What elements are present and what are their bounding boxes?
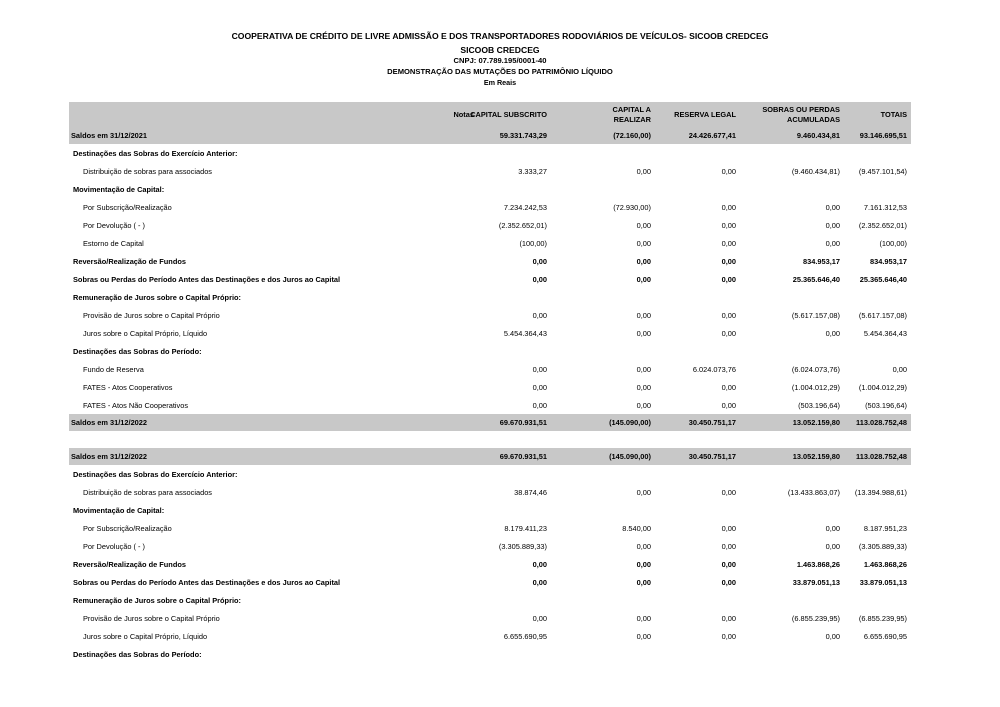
cell-sobras: 0,00 (825, 238, 840, 248)
cell-capital-realizar: 0,00 (636, 328, 651, 338)
row-label: Juros sobre o Capital Próprio, Líquido (83, 328, 208, 338)
table-row (69, 537, 911, 555)
cell-sobras: 13.052.159,80 (792, 452, 840, 461)
col-capital-realizar (551, 102, 651, 127)
cell-sobras: 9.460.434,81 (796, 131, 840, 140)
row-label: Fundo de Reserva (83, 364, 144, 374)
section-heading-row (69, 501, 911, 519)
section-heading-row (69, 180, 911, 198)
cell-reserva-legal: 30.450.751,17 (688, 452, 736, 461)
col-sobras-l1: SOBRAS OU PERDAS (762, 104, 840, 114)
cell-totais: 834.953,17 (870, 256, 907, 266)
cell-capital-realizar: (72.160,00) (613, 131, 651, 140)
cell-totais: 0,00 (892, 364, 907, 374)
cell-totais: (503.196,64) (865, 400, 907, 410)
cell-capital-subscrito: 0,00 (532, 400, 547, 410)
section-heading-row (69, 144, 911, 162)
section-heading-row (69, 342, 911, 360)
cell-capital-realizar: 0,00 (636, 487, 651, 497)
cell-capital-subscrito: (2.352.652,01) (498, 220, 547, 230)
cell-capital-subscrito: 0,00 (532, 310, 547, 320)
cell-totais: 113.028.752,48 (856, 418, 907, 427)
section-heading-row (69, 591, 911, 609)
cell-capital-subscrito: 59.331.743,29 (499, 131, 547, 140)
row-label: Por Devolução ( - ) (83, 220, 146, 230)
section-heading-row (69, 288, 911, 306)
row-label: Saldos em 31/12/2021 (71, 131, 148, 140)
cell-capital-subscrito: 3.333,27 (518, 166, 547, 176)
row-label: Movimentação de Capital: (73, 184, 165, 194)
table-row (69, 216, 911, 234)
cell-sobras: 0,00 (825, 220, 840, 230)
cell-sobras: 25.365.646,40 (792, 274, 840, 284)
cell-capital-subscrito: 0,00 (532, 364, 547, 374)
cell-reserva-legal: 0,00 (721, 256, 736, 266)
cell-capital-realizar: 0,00 (636, 559, 651, 569)
row-label: Reversão/Realização de Fundos (73, 559, 186, 569)
cell-capital-subscrito: (3.305.889,33) (498, 541, 547, 551)
table-row (69, 483, 911, 501)
cell-capital-realizar: 0,00 (636, 274, 651, 284)
cell-sobras: (503.196,64) (798, 400, 840, 410)
cell-capital-realizar: (72.930,00) (613, 202, 651, 212)
col-capital-subscrito: CAPITAL SUBSCRITO (470, 109, 547, 119)
table-row (69, 252, 911, 270)
cell-reserva-legal: 0,00 (721, 166, 736, 176)
cell-totais: 113.028.752,48 (856, 452, 907, 461)
table-row (69, 555, 911, 573)
cell-reserva-legal: 0,00 (721, 310, 736, 320)
row-label: Saldos em 31/12/2022 (71, 418, 148, 427)
column-header-row (69, 102, 911, 127)
col-reserva-legal: RESERVA LEGAL (674, 109, 736, 119)
cell-capital-subscrito: 5.454.364,43 (503, 328, 547, 338)
cell-capital-realizar: 0,00 (636, 364, 651, 374)
cell-sobras: 13.052.159,80 (792, 418, 840, 427)
row-label: Destinações das Sobras do Período: (73, 649, 202, 659)
cell-capital-realizar: 0,00 (636, 238, 651, 248)
cell-reserva-legal: 0,00 (721, 274, 736, 284)
cell-sobras: 0,00 (825, 541, 840, 551)
cell-capital-realizar: 0,00 (636, 577, 651, 587)
short-name: SICOOB CREDCEG (460, 45, 540, 55)
cell-capital-subscrito: (100,00) (519, 238, 547, 248)
cell-sobras: 0,00 (825, 631, 840, 641)
row-label: Destinações das Sobras do Exercício Anterior: (73, 469, 238, 479)
cell-reserva-legal: 6.024.073,76 (692, 364, 736, 374)
row-label: Provisão de Juros sobre o Capital Próprio (83, 310, 220, 320)
table-row (69, 609, 911, 627)
cell-capital-subscrito: 7.234.242,53 (503, 202, 547, 212)
cell-reserva-legal: 0,00 (721, 382, 736, 392)
cell-reserva-legal: 0,00 (721, 202, 736, 212)
company-name: COOPERATIVA DE CRÉDITO DE LIVRE ADMISSÃO E DOS TRANSPORTADORES RODOVIÁRIOS DE VEÍCULOS- SICOOB CREDCEG (231, 31, 769, 41)
section-heading-row (69, 645, 911, 663)
row-label: Estorno de Capital (83, 238, 144, 248)
cell-reserva-legal: 0,00 (721, 328, 736, 338)
cell-capital-subscrito: 0,00 (532, 382, 547, 392)
cell-sobras: (5.617.157,08) (791, 310, 840, 320)
equity-table (69, 102, 911, 663)
cell-reserva-legal: 0,00 (721, 487, 736, 497)
cell-capital-realizar: 0,00 (636, 400, 651, 410)
cell-sobras: 33.879.051,13 (792, 577, 840, 587)
cell-sobras: 0,00 (825, 202, 840, 212)
row-label: Distribuição de sobras para associados (83, 487, 212, 497)
cnpj: CNPJ: 07.789.195/0001-40 (453, 56, 547, 65)
row-label: Por Subscrição/Realização (83, 202, 172, 212)
cell-capital-subscrito: 0,00 (532, 559, 547, 569)
cell-capital-subscrito: 0,00 (532, 577, 547, 587)
cell-totais: (6.855.239,95) (858, 613, 907, 623)
cell-reserva-legal: 0,00 (721, 577, 736, 587)
cell-capital-realizar: 0,00 (636, 613, 651, 623)
cell-totais: 7.161.312,53 (863, 202, 907, 212)
cell-totais: 5.454.364,43 (863, 328, 907, 338)
row-label: Saldos em 31/12/2022 (71, 452, 148, 461)
cell-capital-realizar: 0,00 (636, 166, 651, 176)
table-row (69, 306, 911, 324)
table-row (69, 360, 911, 378)
balance-row (69, 127, 911, 144)
cell-totais: 93.146.695,51 (859, 131, 907, 140)
cell-capital-subscrito: 0,00 (532, 256, 547, 266)
cell-capital-realizar: 0,00 (636, 310, 651, 320)
cell-totais: 1.463.868,26 (863, 559, 907, 569)
row-label: Destinações das Sobras do Período: (73, 346, 202, 356)
cell-totais: (1.004.012,29) (858, 382, 907, 392)
cell-reserva-legal: 0,00 (721, 238, 736, 248)
cell-capital-subscrito: 69.670.931,51 (499, 418, 547, 427)
cell-capital-realizar: 0,00 (636, 541, 651, 551)
cell-reserva-legal: 0,00 (721, 631, 736, 641)
statement-title: DEMONSTRAÇÃO DAS MUTAÇÕES DO PATRIMÔNIO LÍQUIDO (387, 67, 613, 76)
row-label: Por Devolução ( - ) (83, 541, 146, 551)
cell-reserva-legal: 30.450.751,17 (688, 418, 736, 427)
cell-capital-realizar: 0,00 (636, 220, 651, 230)
cell-sobras: 834.953,17 (803, 256, 840, 266)
cell-capital-subscrito: 69.670.931,51 (499, 452, 547, 461)
row-label: Provisão de Juros sobre o Capital Próprio (83, 613, 220, 623)
col-capital-realizar-l1: CAPITAL A (612, 104, 651, 114)
cell-capital-realizar: (145.090,00) (609, 418, 651, 427)
cell-capital-realizar: 8.540,00 (622, 523, 651, 533)
cell-totais: (3.305.889,33) (858, 541, 907, 551)
cell-reserva-legal: 0,00 (721, 559, 736, 569)
col-capital-realizar-l2: REALIZAR (613, 114, 651, 124)
row-label: FATES - Atos Não Cooperativos (83, 400, 189, 410)
cell-sobras: (1.004.012,29) (791, 382, 840, 392)
cell-sobras: (13.433.863,07) (787, 487, 840, 497)
cell-totais: (9.457.101,54) (858, 166, 907, 176)
cell-totais: 8.187.951,23 (863, 523, 907, 533)
table-row (69, 162, 911, 180)
cell-reserva-legal: 24.426.677,41 (688, 131, 736, 140)
cell-capital-realizar: 0,00 (636, 256, 651, 266)
table-row (69, 627, 911, 645)
table-row (69, 270, 911, 288)
cell-totais: 25.365.646,40 (859, 274, 907, 284)
row-label: FATES - Atos Cooperativos (83, 382, 173, 392)
cell-sobras: (9.460.434,81) (791, 166, 840, 176)
section-spacer (69, 431, 911, 448)
cell-capital-realizar: (145.090,00) (609, 452, 651, 461)
cell-capital-subscrito: 0,00 (532, 613, 547, 623)
row-label: Juros sobre o Capital Próprio, Líquido (83, 631, 208, 641)
section-heading-row (69, 465, 911, 483)
table-row (69, 519, 911, 537)
cell-reserva-legal: 0,00 (721, 523, 736, 533)
cell-sobras: (6.024.073,76) (791, 364, 840, 374)
cell-sobras: (6.855.239,95) (791, 613, 840, 623)
col-sobras-l2: ACUMULADAS (787, 114, 840, 124)
cell-reserva-legal: 0,00 (721, 400, 736, 410)
cell-reserva-legal: 0,00 (721, 220, 736, 230)
balance-row (69, 414, 911, 431)
cell-capital-subscrito: 6.655.690,95 (503, 631, 547, 641)
table-row (69, 573, 911, 591)
row-label: Reversão/Realização de Fundos (73, 256, 186, 266)
col-notas: Notas (453, 109, 474, 119)
row-label: Por Subscrição/Realização (83, 523, 172, 533)
row-label: Distribuição de sobras para associados (83, 166, 212, 176)
cell-capital-subscrito: 8.179.411,23 (504, 523, 547, 533)
cell-sobras: 0,00 (825, 328, 840, 338)
cell-reserva-legal: 0,00 (721, 541, 736, 551)
cell-sobras: 0,00 (825, 523, 840, 533)
cell-totais: (13.394.988,61) (854, 487, 907, 497)
cell-capital-subscrito: 38.874,46 (514, 487, 547, 497)
cell-totais: 6.655.690,95 (863, 631, 907, 641)
cell-capital-realizar: 0,00 (636, 382, 651, 392)
currency-note: Em Reais (483, 78, 517, 87)
cell-sobras: 1.463.868,26 (796, 559, 840, 569)
col-sobras (736, 102, 840, 127)
row-label: Remuneração de Juros sobre o Capital Próprio: (73, 595, 241, 605)
cell-capital-subscrito: 0,00 (532, 274, 547, 284)
cell-totais: (100,00) (879, 238, 907, 248)
col-totais: TOTAIS (880, 109, 907, 119)
table-row (69, 396, 911, 414)
cell-totais: 33.879.051,13 (859, 577, 907, 587)
row-label: Sobras ou Perdas do Período Antes das Destinações e dos Juros ao Capital (73, 274, 341, 284)
row-label: Remuneração de Juros sobre o Capital Próprio: (73, 292, 241, 302)
cell-capital-realizar: 0,00 (636, 631, 651, 641)
table-row (69, 234, 911, 252)
cell-reserva-legal: 0,00 (721, 613, 736, 623)
table-row (69, 198, 911, 216)
cell-totais: (2.352.652,01) (858, 220, 907, 230)
cell-totais: (5.617.157,08) (858, 310, 907, 320)
balance-row (69, 448, 911, 465)
table-row (69, 378, 911, 396)
row-label: Destinações das Sobras do Exercício Anterior: (73, 148, 238, 158)
row-label: Sobras ou Perdas do Período Antes das Destinações e dos Juros ao Capital (73, 577, 341, 587)
row-label: Movimentação de Capital: (73, 505, 165, 515)
table-row (69, 324, 911, 342)
